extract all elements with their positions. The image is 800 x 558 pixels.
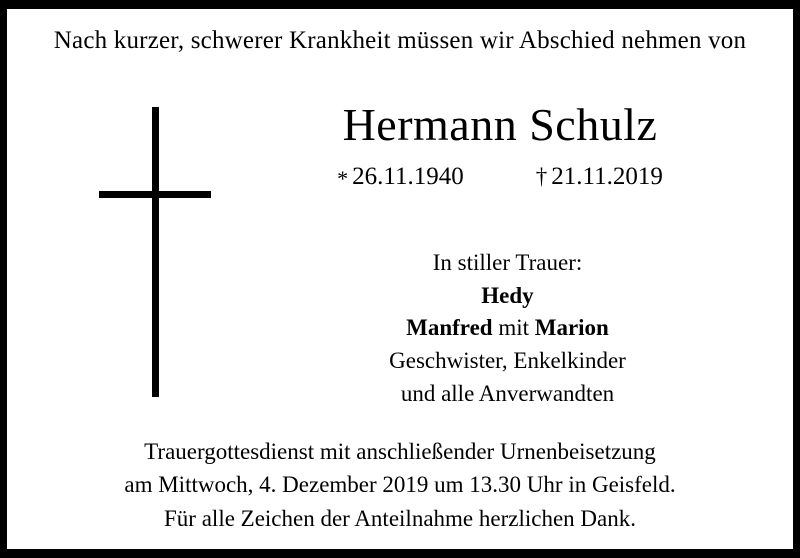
death-date: 21.11.2019 [551,163,663,191]
death-date-item [536,163,663,191]
mourners-heading: In stiller Trauer: [432,250,583,275]
cross-vertical-bar [152,107,159,397]
life-dates [217,163,783,191]
thanks-line: Für alle Zeichen der Anteilnahme herzlichen Dank. [164,505,636,531]
christian-cross-icon [99,107,211,397]
name-block [217,101,783,191]
service-details [7,435,793,535]
mourner-manfred-marion [222,312,793,345]
mourners-block [222,247,793,410]
birth-date: 26.11.1940 [352,163,464,191]
mourner-hedy: Hedy [481,282,534,308]
service-line-2: am Mittwoch, 4. Dezember 2019 um 13.30 Uhr in Geisfeld. [124,472,676,498]
death-cross-icon: † [535,164,548,190]
obituary-inner [7,9,793,549]
birth-star-icon: * [337,166,349,192]
deceased-name: Hermann Schulz [342,99,658,150]
lead-text: Nach kurzer, schwerer Krankheit müssen wir Abschied nehmen von [53,27,747,54]
mourner-conjunction: mit [492,315,535,341]
cross-horizontal-bar [99,191,211,198]
mourners-all-relatives-line: und alle Anverwandten [400,380,615,406]
mourners-relatives-line: Geschwister, Enkelkinder [389,347,626,373]
service-line-1: Trauergottesdienst mit anschließender Urnenbeisetzung [144,438,656,464]
birth-date-item [337,163,464,191]
mourner-manfred: Manfred [406,315,493,341]
mourner-marion: Marion [534,315,609,341]
